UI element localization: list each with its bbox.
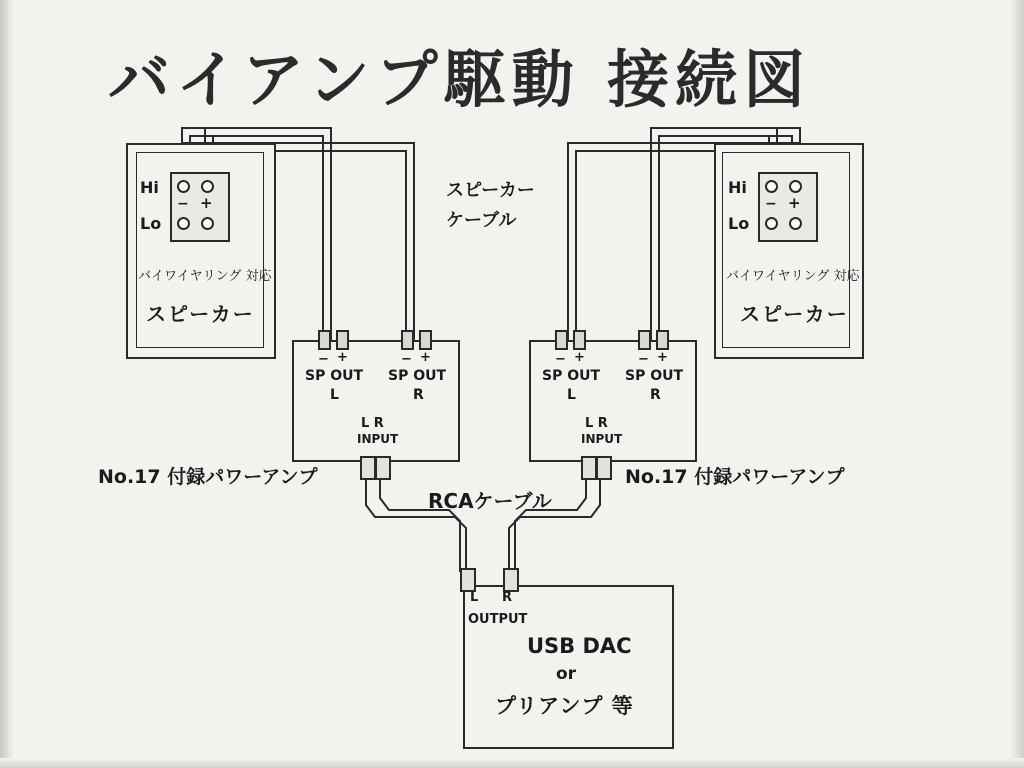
right-amp-spout-l-label: SP OUT <box>542 368 601 384</box>
left-speaker-hi-plus-terminal[interactable] <box>201 180 214 193</box>
right-speaker-lo-minus-terminal[interactable] <box>765 217 778 230</box>
left-speaker-hi-minus-terminal[interactable] <box>177 180 190 193</box>
left-amp-spout-r-label: SP OUT <box>388 368 447 384</box>
right-speaker-hi-label: Hi <box>728 178 747 197</box>
right-amp-spout-r-channel: R <box>650 387 661 403</box>
speaker-cable-label-line1: スピーカー <box>446 180 535 201</box>
right-amp-spout-l-channel: L <box>567 387 576 403</box>
left-speaker-biwiring-label: バイワイヤリング 対応 <box>138 269 272 284</box>
right-speaker-name-label: スピーカー <box>740 302 849 326</box>
right-amp-spout-l-plus-sign: + <box>574 350 585 365</box>
right-amp-input-l-jack[interactable] <box>581 456 597 480</box>
left-amp-spout-r-minus-sign: − <box>401 352 412 367</box>
left-amp-spout-r-channel: R <box>413 387 424 403</box>
right-amp-caption: No.17 付録パワーアンプ <box>625 466 845 488</box>
left-amp-spout-l-channel: L <box>330 387 339 403</box>
left-speaker-lo-plus-terminal[interactable] <box>201 217 214 230</box>
right-amp-spout-l-minus-sign: − <box>555 352 566 367</box>
right-speaker-hi-plus-terminal[interactable] <box>789 180 802 193</box>
left-amp-spout-r-plus-sign: + <box>420 350 431 365</box>
left-amp-spout-l-plus-sign: + <box>337 350 348 365</box>
left-amp-input-label: INPUT <box>357 432 399 446</box>
left-amp-spout-l-minus-plug[interactable] <box>318 330 331 350</box>
left-speaker-plus-sign: + <box>200 194 213 212</box>
right-amp-input-lr-label: L R <box>585 416 608 431</box>
source-output-r-label: R <box>502 590 513 605</box>
right-amp-spout-l-minus-plug[interactable] <box>555 330 568 350</box>
left-speaker-hi-label: Hi <box>140 178 159 197</box>
left-speaker-lo-minus-terminal[interactable] <box>177 217 190 230</box>
source-device-name-line3: プリアンプ 等 <box>495 694 634 718</box>
right-amp-spout-r-label: SP OUT <box>625 368 684 384</box>
left-speaker-lo-label: Lo <box>140 214 162 233</box>
rca-cable-label: RCAケーブル <box>428 489 552 513</box>
right-speaker-hi-minus-terminal[interactable] <box>765 180 778 193</box>
speaker-cable-label-line2: ケーブル <box>446 210 517 231</box>
left-speaker-minus-sign: − <box>177 196 189 212</box>
right-speaker-biwiring-label: バイワイヤリング 対応 <box>726 269 860 284</box>
left-amp-input-r-jack[interactable] <box>375 456 391 480</box>
right-amp-spout-r-plus-plug[interactable] <box>656 330 669 350</box>
source-output-l-jack[interactable] <box>460 568 476 592</box>
source-device-name-line1: USB DAC <box>527 634 632 658</box>
right-speaker-plus-sign: + <box>788 194 801 212</box>
left-amp-caption: No.17 付録パワーアンプ <box>98 466 318 488</box>
left-amp-input-lr-label: L R <box>361 416 384 431</box>
source-output-label: OUTPUT <box>468 612 528 627</box>
right-amp-spout-r-minus-plug[interactable] <box>638 330 651 350</box>
left-speaker-name-label: スピーカー <box>146 302 255 326</box>
left-amp-spout-r-plus-plug[interactable] <box>419 330 432 350</box>
source-output-r-jack[interactable] <box>503 568 519 592</box>
right-amp-spout-r-minus-sign: − <box>638 352 649 367</box>
right-amp-spout-l-plus-plug[interactable] <box>573 330 586 350</box>
left-amp-spout-l-plus-plug[interactable] <box>336 330 349 350</box>
left-amp-spout-l-minus-sign: − <box>318 352 329 367</box>
left-amp-spout-r-minus-plug[interactable] <box>401 330 414 350</box>
right-speaker-lo-label: Lo <box>728 214 750 233</box>
left-amp-input-l-jack[interactable] <box>360 456 376 480</box>
source-output-l-label: L <box>470 590 479 605</box>
source-device-name-line2: or <box>556 664 577 684</box>
left-amp-spout-l-label: SP OUT <box>305 368 364 384</box>
right-speaker-lo-plus-terminal[interactable] <box>789 217 802 230</box>
right-speaker-minus-sign: − <box>765 196 777 212</box>
right-amp-input-r-jack[interactable] <box>596 456 612 480</box>
right-amp-input-label: INPUT <box>581 432 623 446</box>
right-amp-spout-r-plus-sign: + <box>657 350 668 365</box>
page-title: バイアンプ駆動 接続図 <box>108 43 812 116</box>
